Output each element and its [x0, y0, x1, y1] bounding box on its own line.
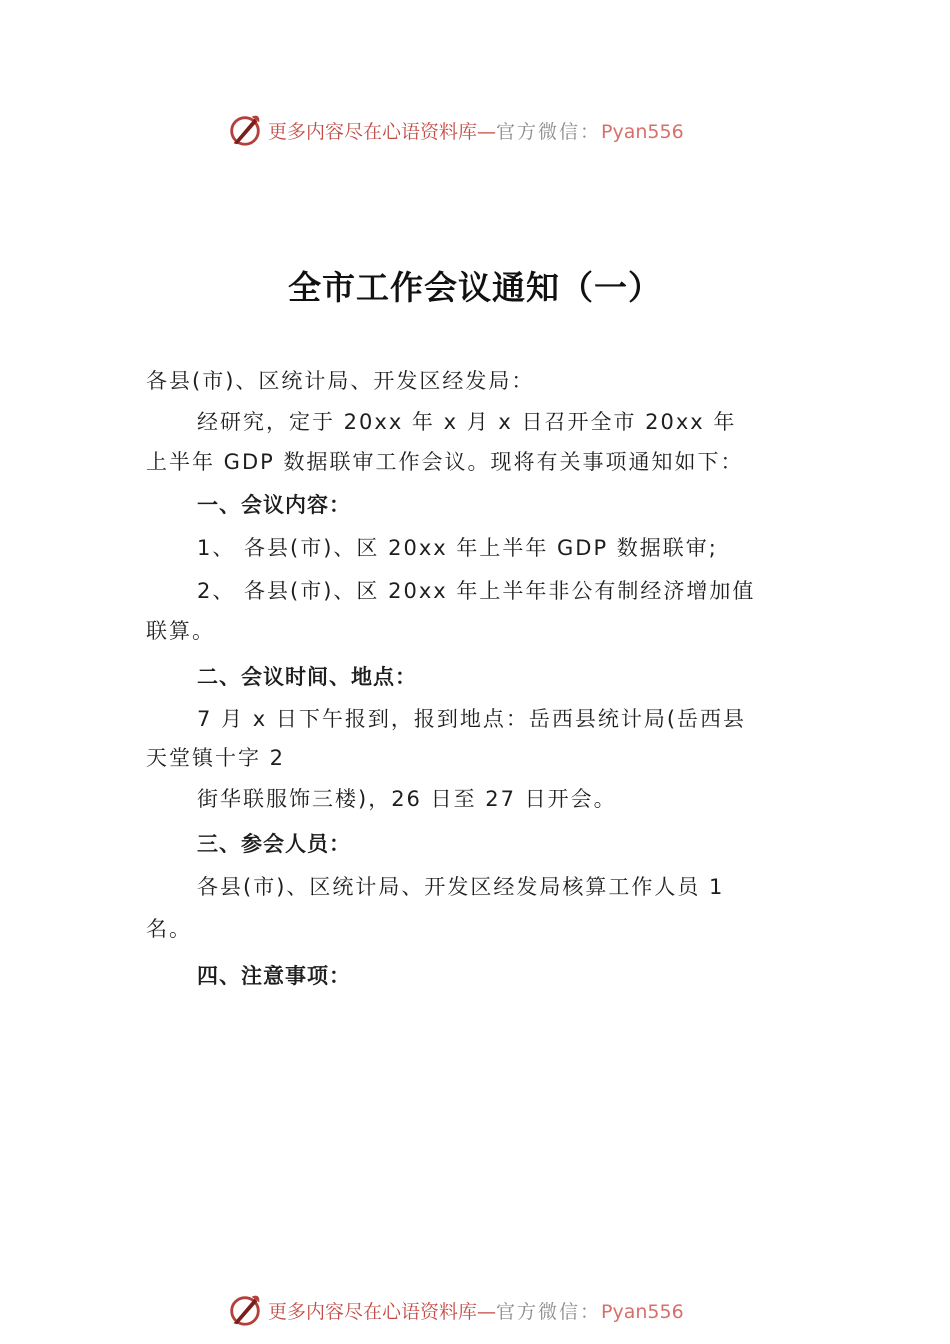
header-watermark: [226, 110, 684, 150]
quill-logo-icon: [226, 111, 264, 149]
document-title: 全市工作会议通知（一）: [288, 268, 662, 307]
watermark-brand: 更多内容尽在心语资料库: [268, 120, 478, 143]
recipient-line: 各县(市)、区统计局、开发区经发局：: [146, 369, 535, 393]
watermark-dash: —: [477, 120, 497, 143]
watermark-id: Pyan556: [601, 1300, 684, 1323]
body-line: 各县(市)、区统计局、开发区经发局核算工作人员 1: [197, 875, 725, 899]
watermark-caption: 官方微信：: [496, 1300, 602, 1323]
body-line: 天堂镇十字 2: [146, 746, 286, 770]
footer-watermark: [226, 1290, 684, 1330]
body-line: 联算。: [146, 619, 215, 643]
section-heading: 二、会议时间、地点：: [197, 665, 417, 689]
body-line: 街华联服饰三楼)，26 日至 27 日开会。: [197, 787, 617, 811]
section-heading: 一、会议内容：: [197, 493, 351, 517]
watermark-id: Pyan556: [601, 120, 684, 143]
quill-logo-icon: [226, 1291, 264, 1329]
watermark-text: [268, 117, 684, 144]
watermark-text: [268, 1297, 684, 1324]
list-item: 2、 各县(市)、区 20xx 年上半年非公有制经济增加值: [197, 579, 756, 603]
body-line: 名。: [146, 917, 192, 941]
section-heading: 四、注意事项：: [197, 964, 351, 988]
watermark-caption: 官方微信：: [496, 120, 602, 143]
body-line: 7 月 x 日下午报到，报到地点：岳西县统计局(岳西县: [197, 707, 747, 731]
watermark-dash: —: [477, 1300, 497, 1323]
list-item: 1、 各县(市)、区 20xx 年上半年 GDP 数据联审;: [197, 536, 718, 560]
section-heading: 三、参会人员：: [197, 832, 351, 856]
body-line: 经研究，定于 20xx 年 x 月 x 日召开全市 20xx 年: [197, 410, 737, 434]
watermark-brand: 更多内容尽在心语资料库: [268, 1300, 478, 1323]
body-line: 上半年 GDP 数据联审工作会议。现将有关事项通知如下：: [146, 450, 744, 474]
